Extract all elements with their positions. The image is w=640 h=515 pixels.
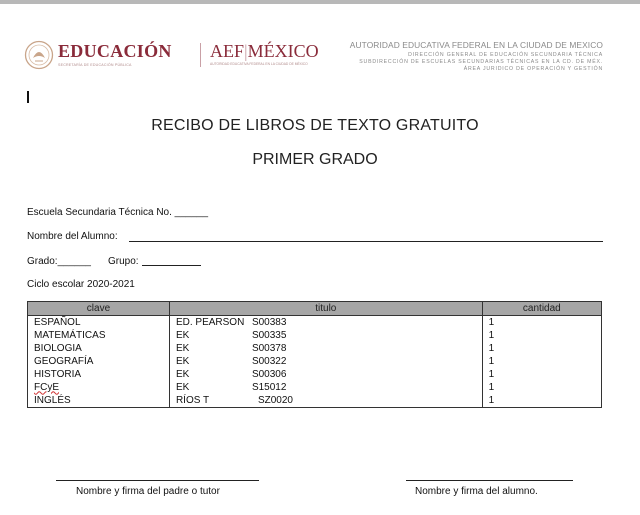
cell-titulo: EK S15012 [169, 381, 482, 394]
table-row [28, 381, 602, 394]
table-row [28, 342, 602, 355]
cell-clave: HISTORIA [28, 368, 170, 381]
school-field: Escuela Secundaria Técnica No. ______ [27, 207, 209, 218]
table-header-row [28, 302, 602, 316]
student-name-line [129, 241, 603, 242]
cell-titulo: EK S00378 [169, 342, 482, 355]
cell-cantidad: 1 [482, 355, 601, 368]
grade-field: Grado:______ [27, 256, 91, 267]
table-row [28, 329, 602, 342]
cell-titulo: EK S00322 [169, 355, 482, 368]
cell-cantidad: 1 [482, 394, 601, 408]
top-border [0, 0, 640, 4]
eagle-seal-icon [24, 40, 54, 70]
cell-clave: GEOGRAFÍA [28, 355, 170, 368]
group-line [142, 265, 201, 266]
authority-line-4: ÁREA JURIDICO DE OPERACIÓN Y GESTIÓN [463, 66, 603, 72]
parent-signature-line [56, 480, 259, 481]
group-label: Grupo: [108, 256, 139, 267]
header-clave: clave [28, 302, 170, 316]
cell-clave: ESPAÑOL [28, 316, 170, 330]
parent-signature-label: Nombre y firma del padre o tutor [76, 486, 220, 497]
cell-clave: FCyE [28, 381, 170, 394]
authority-line-1: AUTORIDAD EDUCATIVA FEDERAL EN LA CIUDAD DE MEXICO [349, 40, 603, 50]
sep-logo [24, 40, 319, 74]
document-title: RECIBO DE LIBROS DE TEXTO GRATUITO [151, 117, 479, 134]
student-signature-line [406, 480, 573, 481]
educacion-logo-text: EDUCACIÓN [58, 41, 172, 61]
school-cycle: Ciclo escolar 2020-2021 [27, 279, 135, 290]
table-row [28, 394, 602, 408]
cell-cantidad: 1 [482, 381, 601, 394]
cell-titulo: ED. PEARSON S00383 [169, 316, 482, 330]
cell-titulo: RÍOS T SZ0020 [169, 394, 482, 408]
text-cursor [27, 91, 29, 103]
document-subtitle: PRIMER GRADO [252, 151, 378, 168]
cell-cantidad: 1 [482, 368, 601, 381]
table-row [28, 316, 602, 330]
cell-titulo: EK S00306 [169, 368, 482, 381]
header-cantidad: cantidad [482, 302, 601, 316]
aef-logo-subtitle: AUTORIDAD EDUCATIVA FEDERAL EN LA CIUDAD DE MÉXICO [210, 62, 308, 66]
table-row [28, 355, 602, 368]
books-table [27, 301, 602, 408]
cell-clave: MATEMÁTICAS [28, 329, 170, 342]
cell-cantidad: 1 [482, 329, 601, 342]
educacion-logo-subtitle: SECRETARÍA DE EDUCACIÓN PÚBLICA [58, 63, 132, 67]
cell-cantidad: 1 [482, 316, 601, 330]
authority-line-2: DIRECCIÓN GENERAL DE EDUCACIÓN SECUNDARIA TÉCNICA [408, 52, 603, 58]
cell-clave: BIOLOGIA [28, 342, 170, 355]
authority-line-3: SUBDIRECCIÓN DE ESCUELAS SECUNDARIAS TÉCNICAS EN LA CD. DE MÉX. [359, 59, 603, 65]
student-name-label: Nombre del Alumno: [27, 231, 118, 242]
cell-clave: INGLÉS [28, 394, 170, 408]
logo-divider [200, 43, 201, 67]
header-titulo: titulo [169, 302, 482, 316]
table-row [28, 368, 602, 381]
aef-logo-text: AEF|MÉXICO [210, 41, 319, 61]
authority-header [350, 40, 603, 73]
cell-cantidad: 1 [482, 342, 601, 355]
student-signature-label: Nombre y firma del alumno. [415, 486, 538, 497]
cell-titulo: EK S00335 [169, 329, 482, 342]
